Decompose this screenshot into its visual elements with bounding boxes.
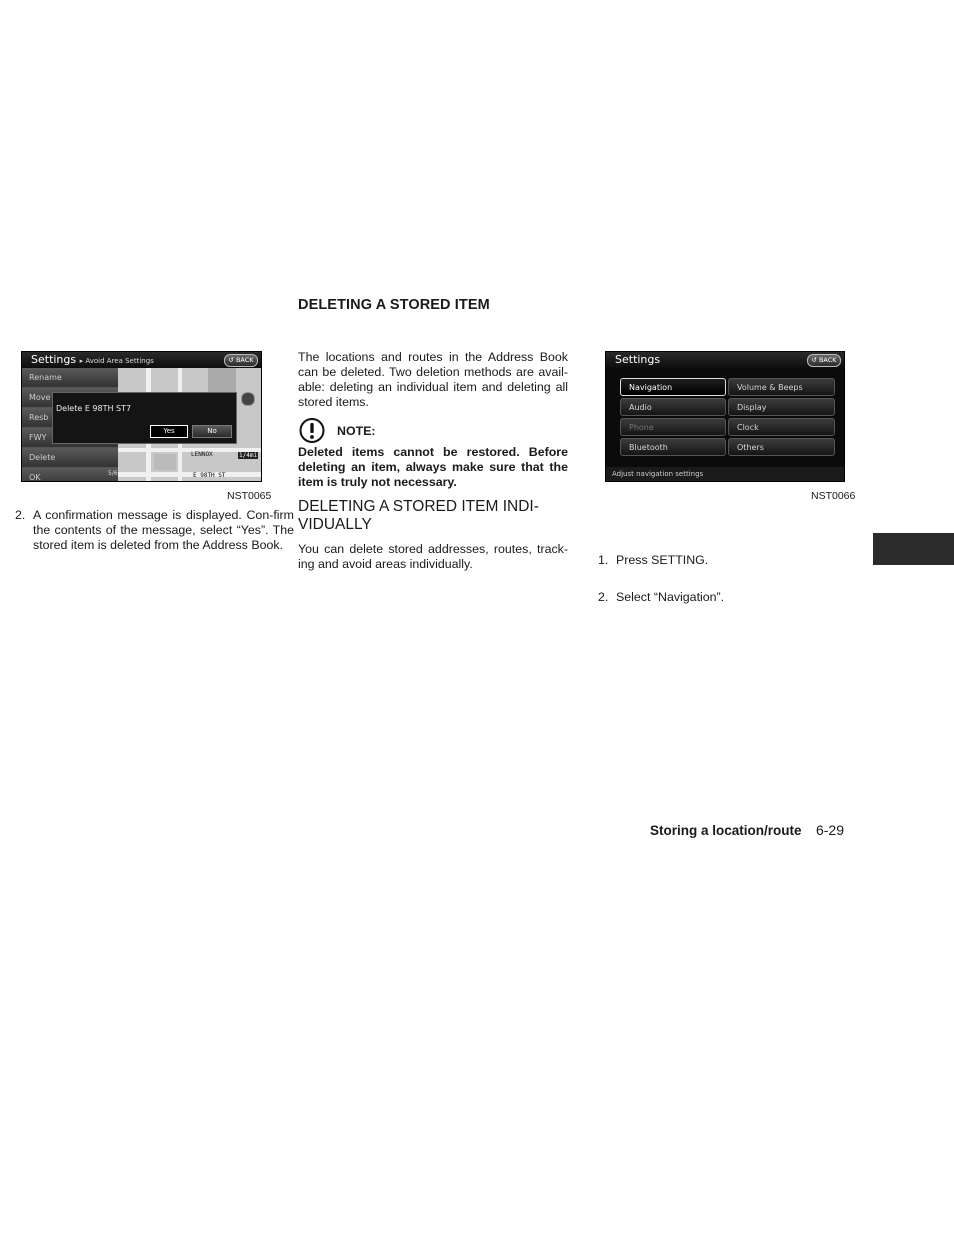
settings-display-button[interactable]: Display (728, 398, 835, 416)
note-text: Deleted items cannot be restored. Before deleting an item, always make sure that the item is truly not necessary. (298, 445, 568, 489)
step-number: 2. (598, 590, 609, 604)
menu-item-rename[interactable]: Rename (22, 368, 118, 388)
settings-screenshot (605, 351, 845, 482)
avoid-area-screenshot (21, 351, 262, 482)
step-1-press-setting (598, 553, 866, 568)
no-button[interactable]: No (192, 425, 232, 438)
step-text: A confirmation message is displayed. Con-firm the contents of the message, select “Yes”. The stored item is deleted from the Address Book. (33, 508, 294, 552)
page-counter: 5/6 (108, 470, 118, 477)
step-text: Press SETTING. (616, 553, 709, 567)
step-2-select-navigation (598, 590, 866, 605)
settings-bluetooth-button[interactable]: Bluetooth (620, 438, 726, 456)
individual-delete-paragraph: You can delete stored addresses, routes, track-ing and avoid areas individually. (298, 542, 568, 571)
figure-caption-nst0066: NST0066 (811, 490, 856, 502)
step-number: 1. (598, 553, 609, 567)
dialog-message: Delete E 98TH ST7 (56, 404, 132, 413)
screen-title: Settings ▸ Avoid Area Settings (31, 353, 154, 366)
menu-item-move[interactable]: Move (22, 388, 118, 408)
warning-icon (298, 417, 326, 444)
settings-navigation-button[interactable]: Navigation (620, 378, 726, 396)
menu-item-fwy[interactable]: FWY (22, 428, 118, 448)
menu-item-resb[interactable]: Resb (22, 408, 118, 428)
chapter-tab (873, 533, 954, 565)
subheading: DELETING A STORED ITEM INDI- VIDUALLY (298, 498, 539, 533)
status-bar: Adjust navigation settings (606, 467, 844, 481)
menu-item-delete[interactable]: Delete (22, 448, 118, 468)
menu-item-ok[interactable]: OK (22, 468, 118, 482)
yes-button[interactable]: Yes (150, 425, 188, 438)
back-button[interactable]: ↺ BACK (224, 354, 258, 367)
page-footer (650, 822, 844, 840)
settings-volume-beeps-button[interactable]: Volume & Beeps (728, 378, 835, 396)
figure-caption-nst0065: NST0065 (227, 490, 272, 502)
back-button[interactable]: ↺ BACK (807, 354, 841, 367)
zoom-out-icon[interactable] (241, 392, 255, 406)
note-label: NOTE: (337, 424, 376, 438)
settings-phone-button[interactable]: Phone (620, 418, 726, 436)
confirm-dialog (52, 392, 237, 444)
page-number: 6-29 (815, 822, 844, 838)
scale-badge: 1/4mi (239, 452, 258, 459)
section-title: DELETING A STORED ITEM (298, 297, 490, 313)
map-label-street: E 98TH ST (193, 472, 226, 479)
settings-clock-button[interactable]: Clock (728, 418, 835, 436)
screen-title: Settings (615, 353, 661, 366)
step-2-confirm (15, 508, 294, 553)
footer-section-title: Storing a location/route (650, 823, 802, 838)
step-number: 2. (15, 508, 26, 522)
settings-audio-button[interactable]: Audio (620, 398, 726, 416)
settings-others-button[interactable]: Others (728, 438, 835, 456)
map-label-lennox: LENNOX (191, 451, 213, 458)
breadcrumb: ▸ Avoid Area Settings (79, 357, 154, 365)
step-text: Select “Navigation”. (616, 590, 725, 604)
intro-paragraph: The locations and routes in the Address Book can be deleted. Two deletion methods are avail-able: deleting an individual item and deleting all stored items. (298, 350, 568, 409)
